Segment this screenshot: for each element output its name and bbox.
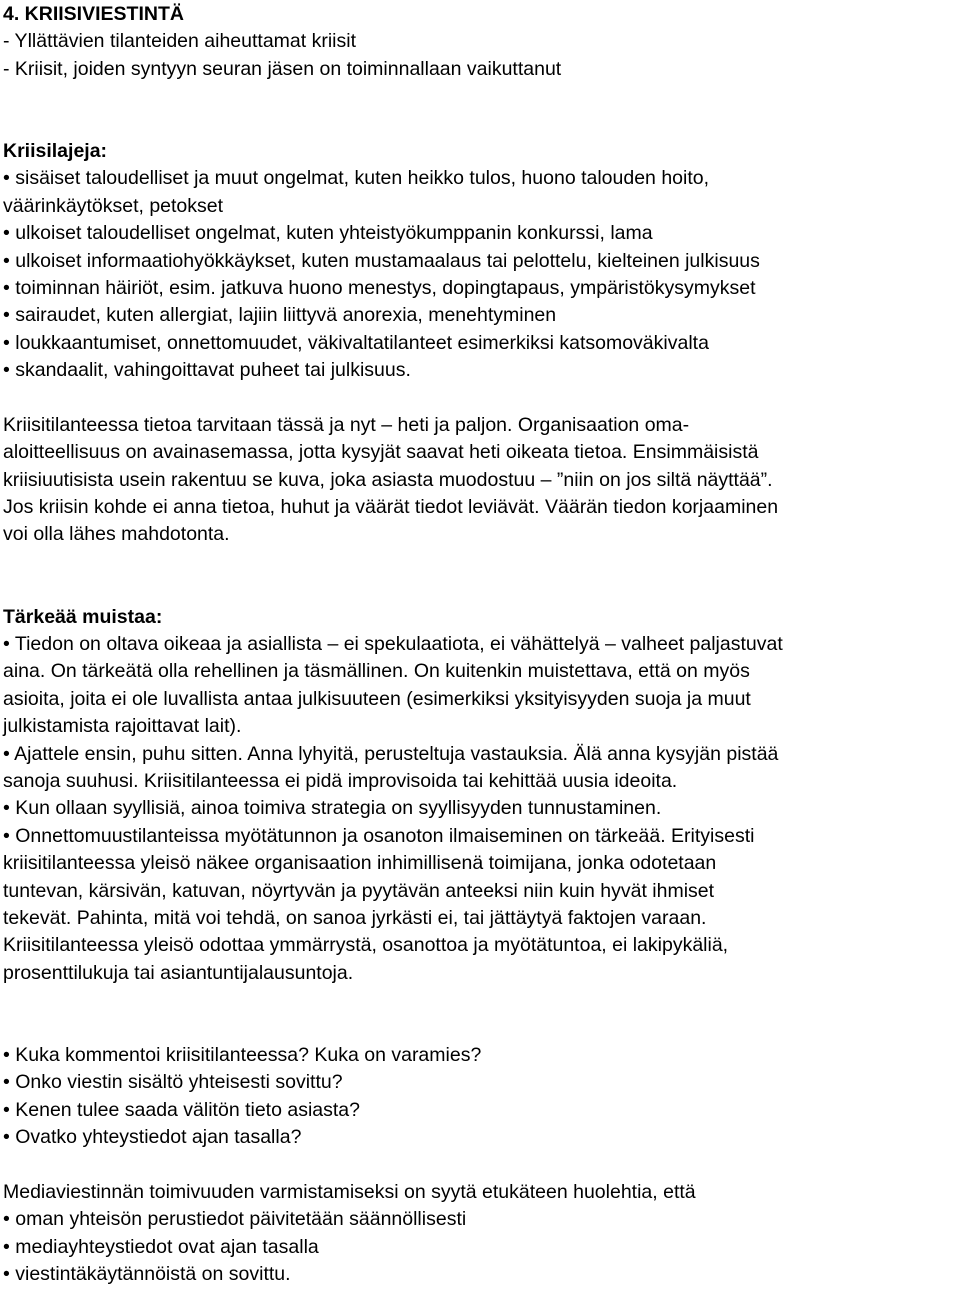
list-item: • toiminnan häiriöt, esim. jatkuva huono menestys, dopingtapaus, ympäristökysymykset — [3, 276, 756, 299]
question-item: • Onko viestin sisältö yhteisesti sovittu? — [3, 1071, 343, 1094]
spacer — [3, 384, 960, 411]
paragraph-line: • Onnettomuustilanteissa myötätunnon ja osanoton ilmaiseminen on tärkeää. Erityisesti — [3, 824, 755, 847]
paragraph-line: voi olla lähes mahdotonta. — [3, 523, 230, 546]
question-item: • Kuka kommentoi kriisitilanteessa? Kuka on varamies? — [3, 1043, 482, 1066]
list-item: • mediayhteystiedot ovat ajan tasalla — [3, 1235, 319, 1258]
paragraph-line: julkistamista rajoittavat lait). — [3, 715, 242, 738]
intro-line: - Yllättävien tilanteiden aiheuttamat kriisit — [3, 30, 356, 53]
paragraph-line: kriisitilanteessa yleisö näkee organisaation inhimillisenä toimijana, jonka odotetaan — [3, 852, 717, 875]
media-intro: Mediaviestinnän toimivuuden varmistamiseksi on syytä etukäteen huolehtia, että — [3, 1180, 696, 1203]
paragraph-line: asioita, joita ei ole luvallista antaa julkisuuteen (esimerkiksi yksityisyyden suoja ja muut — [3, 687, 751, 710]
paragraph-line: sanoja suuhusi. Kriisitilanteessa ei pidä improvisoida tai kehittää uusia ideoita. — [3, 769, 678, 792]
list-item: • loukkaantumiset, onnettomuudet, väkivaltatilanteet esimerkiksi katsomoväkivalta — [3, 331, 709, 354]
paragraph-line: • Ajattele ensin, puhu sitten. Anna lyhyitä, perusteltuja vastauksia. Älä anna kysyjän pistää — [3, 742, 779, 765]
paragraph-line: kriisiuutisista usein rakentuu se kuva, joka asiasta muodostuu – ”niin on jos siltä näyttää”. — [3, 468, 773, 491]
spacer — [3, 987, 960, 1042]
paragraph-line: Kriisitilanteessa tietoa tarvitaan tässä ja nyt – heti ja paljon. Organisaation oma- — [3, 413, 690, 436]
list-item: • viestintäkäytännöistä on sovittu. — [3, 1263, 291, 1286]
paragraph-line: prosenttilukuja tai asiantuntijalausuntoja. — [3, 961, 354, 984]
paragraph-line: aloitteellisuus on avainasemassa, jotta kysyjät saavat heti oikeata tietoa. Ensimmäisistä — [3, 441, 759, 464]
document-page — [3, 0, 960, 1288]
list-item: • skandaalit, vahingoittavat puheet tai julkisuus. — [3, 359, 411, 382]
list-item: • sisäiset taloudelliset ja muut ongelmat, kuten heikko tulos, huono talouden hoito, — [3, 167, 710, 190]
list-item: • ulkoiset taloudelliset ongelmat, kuten yhteistyökumppanin konkurssi, lama — [3, 222, 653, 245]
paragraph-line: tekevät. Pahinta, mitä voi tehdä, on sanoa jyrkästi ei, tai jättäytyä faktojen varaan. — [3, 906, 707, 929]
paragraph-line: • Tiedon on oltava oikeaa ja asiallista – ei spekulaatiota, ei vähättelyä – valheet paljastuvat — [3, 633, 783, 656]
intro-line: - Kriisit, joiden syntyyn seuran jäsen on toiminnallaan vaikuttanut — [3, 57, 562, 80]
list-item: • sairaudet, kuten allergiat, lajiin liittyvä anorexia, menehtyminen — [3, 304, 557, 327]
section-heading-tarkeaa-muistaa: Tärkeää muistaa: — [3, 605, 163, 628]
spacer — [3, 549, 960, 604]
paragraph-line: • Kun ollaan syyllisiä, ainoa toimiva strategia on syyllisyyden tunnustaminen. — [3, 797, 662, 820]
paragraph-line: aina. On tärkeätä olla rehellinen ja täsmällinen. On kuitenkin muistettava, että on myös — [3, 660, 750, 683]
list-item: väärinkäytökset, petokset — [3, 194, 224, 217]
paragraph-line: Jos kriisin kohde ei anna tietoa, huhut ja väärät tiedot leviävät. Väärän tiedon korjaaminen — [3, 496, 779, 519]
page-title: 4. KRIISIVIESTINTÄ — [3, 3, 184, 25]
section-heading-kriisilajeja: Kriisilajeja: — [3, 139, 108, 162]
list-item: • oman yhteisön perustiedot päivitetään säännöllisesti — [3, 1208, 467, 1231]
paragraph-line: tuntevan, kärsivän, katuvan, nöyrtyvän ja pyytävän anteeksi niin kuin hyvät ihmiset — [3, 879, 715, 902]
spacer — [3, 1151, 960, 1178]
question-item: • Ovatko yhteystiedot ajan tasalla? — [3, 1126, 302, 1149]
list-item: • ulkoiset informaatiohyökkäykset, kuten mustamaalaus tai pelottelu, kielteinen julkisuus — [3, 249, 760, 272]
question-item: • Kenen tulee saada välitön tieto asiasta? — [3, 1098, 360, 1121]
paragraph-line: Kriisitilanteessa yleisö odottaa ymmärrystä, osanottoa ja myötätuntoa, ei lakipykäliä, — [3, 934, 729, 957]
spacer — [3, 83, 960, 138]
